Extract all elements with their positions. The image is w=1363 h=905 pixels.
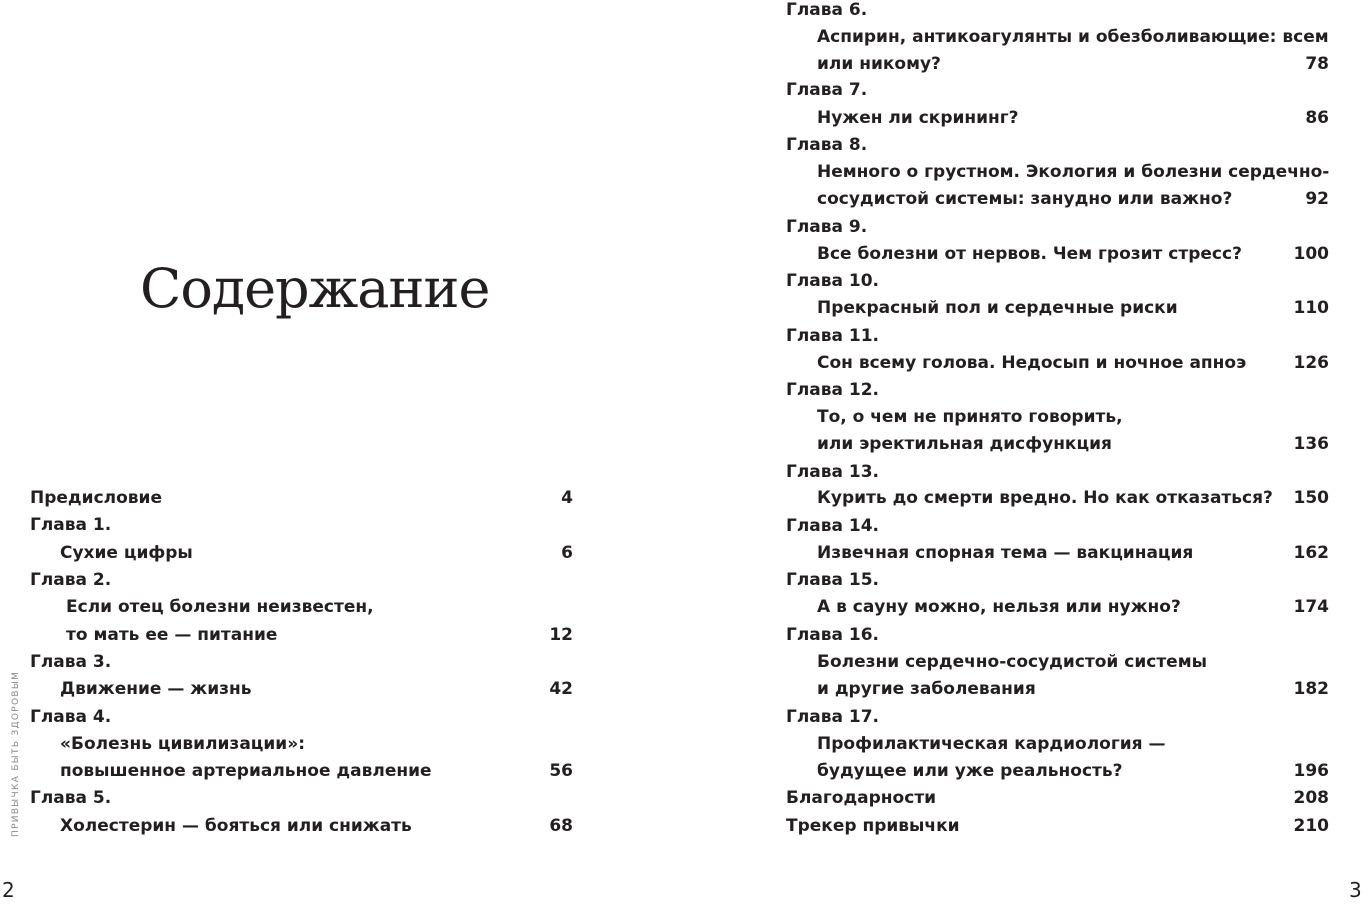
toc-title: А в сауну можно, нельзя или нужно? (817, 597, 1181, 617)
toc-page: 210 (1293, 816, 1329, 836)
toc-page: 136 (1293, 434, 1329, 454)
toc-title: Извечная спорная тема — вакцинация (817, 543, 1194, 563)
toc-title-line: или эректильная дисфункция (817, 434, 1112, 454)
toc-page: 12 (549, 625, 573, 645)
toc-chapter-label: Глава 16. (786, 625, 880, 645)
toc-title: Благодарности (786, 788, 937, 808)
toc-title-line: повышенное артериальное давление (60, 761, 432, 781)
toc-page: 150 (1293, 488, 1329, 508)
toc-chapter-label: Глава 4. (30, 707, 112, 727)
toc-title: Движение — жизнь (60, 679, 252, 699)
toc-page: 174 (1293, 597, 1329, 617)
toc-title-line: будущее или уже реальность? (817, 761, 1123, 781)
toc-page: 6 (561, 543, 573, 563)
toc-chapter-label: Глава 17. (786, 707, 880, 727)
page-title: Содержание (140, 257, 490, 320)
toc-chapter-label: Глава 1. (30, 515, 112, 535)
toc-chapter-label: Глава 3. (30, 652, 112, 672)
toc-page: 110 (1293, 298, 1329, 318)
toc-chapter-label: Глава 14. (786, 516, 880, 536)
toc-chapter-label: Глава 5. (30, 788, 112, 808)
toc-title: Прекрасный пол и сердечные риски (817, 298, 1178, 318)
toc-title-line: Немного о грустном. Экология и болезни сердечно- (817, 162, 1330, 182)
toc-page: 182 (1293, 679, 1329, 699)
toc-page: 100 (1293, 244, 1329, 264)
page-number-left: 2 (2, 878, 15, 902)
toc-chapter-label: Глава 13. (786, 462, 880, 482)
toc-title-line: Аспирин, антикоагулянты и обезболивающие: всем (817, 27, 1329, 47)
toc-title-line: сосудистой системы: занудно или важно? (817, 189, 1233, 209)
toc-page: 208 (1293, 788, 1329, 808)
toc-chapter-label: Глава 6. (786, 0, 868, 20)
running-title: ПРИВЫЧКА БЫТЬ ЗДОРОВЫМ (11, 670, 21, 837)
toc-chapter-label: Глава 9. (786, 217, 868, 237)
toc-title-line: и другие заболевания (817, 679, 1036, 699)
toc-title: Сон всему голова. Недосып и ночное апноэ (817, 353, 1247, 373)
toc-title-line: То, о чем не принято говорить, (817, 407, 1123, 427)
toc-chapter-label: Глава 8. (786, 135, 868, 155)
toc-page: 86 (1305, 108, 1329, 128)
toc-chapter-label: Глава 11. (786, 326, 880, 346)
toc-title-line: Если отец болезни неизвестен, (66, 597, 374, 617)
toc-title-line: Профилактическая кардиология — (817, 734, 1166, 754)
toc-chapter-label: Глава 12. (786, 380, 880, 400)
toc-chapter-label: Глава 15. (786, 570, 880, 590)
toc-page: 196 (1293, 761, 1329, 781)
toc-page: 162 (1293, 543, 1329, 563)
toc-chapter-label: Глава 10. (786, 271, 880, 291)
toc-title: Сухие цифры (60, 543, 193, 563)
toc-title: Нужен ли скрининг? (817, 108, 1019, 128)
toc-page: 42 (549, 679, 573, 699)
toc-title: Трекер привычки (786, 816, 960, 836)
toc-page: 56 (549, 761, 573, 781)
toc-title-line: Болезни сердечно-сосудистой системы (817, 652, 1207, 672)
toc-page: 78 (1305, 54, 1329, 74)
toc-page: 126 (1293, 353, 1329, 373)
toc-title: Курить до смерти вредно. Но как отказаться? (817, 488, 1273, 508)
toc-page: 68 (549, 816, 573, 836)
toc-title-line: или никому? (817, 54, 941, 74)
toc-chapter-label: Глава 7. (786, 80, 868, 100)
toc-title-line: «Болезнь цивилизации»: (60, 734, 305, 754)
toc-title: Холестерин — бояться или снижать (60, 816, 412, 836)
toc-title-line: то мать ее — питание (66, 625, 278, 645)
toc-title: Все болезни от нервов. Чем грозит стресс? (817, 244, 1242, 264)
page-number-right: 3 (1349, 878, 1362, 902)
toc-title: Предисловие (30, 488, 162, 508)
toc-page: 4 (561, 488, 573, 508)
toc-chapter-label: Глава 2. (30, 570, 112, 590)
toc-page: 92 (1305, 189, 1329, 209)
